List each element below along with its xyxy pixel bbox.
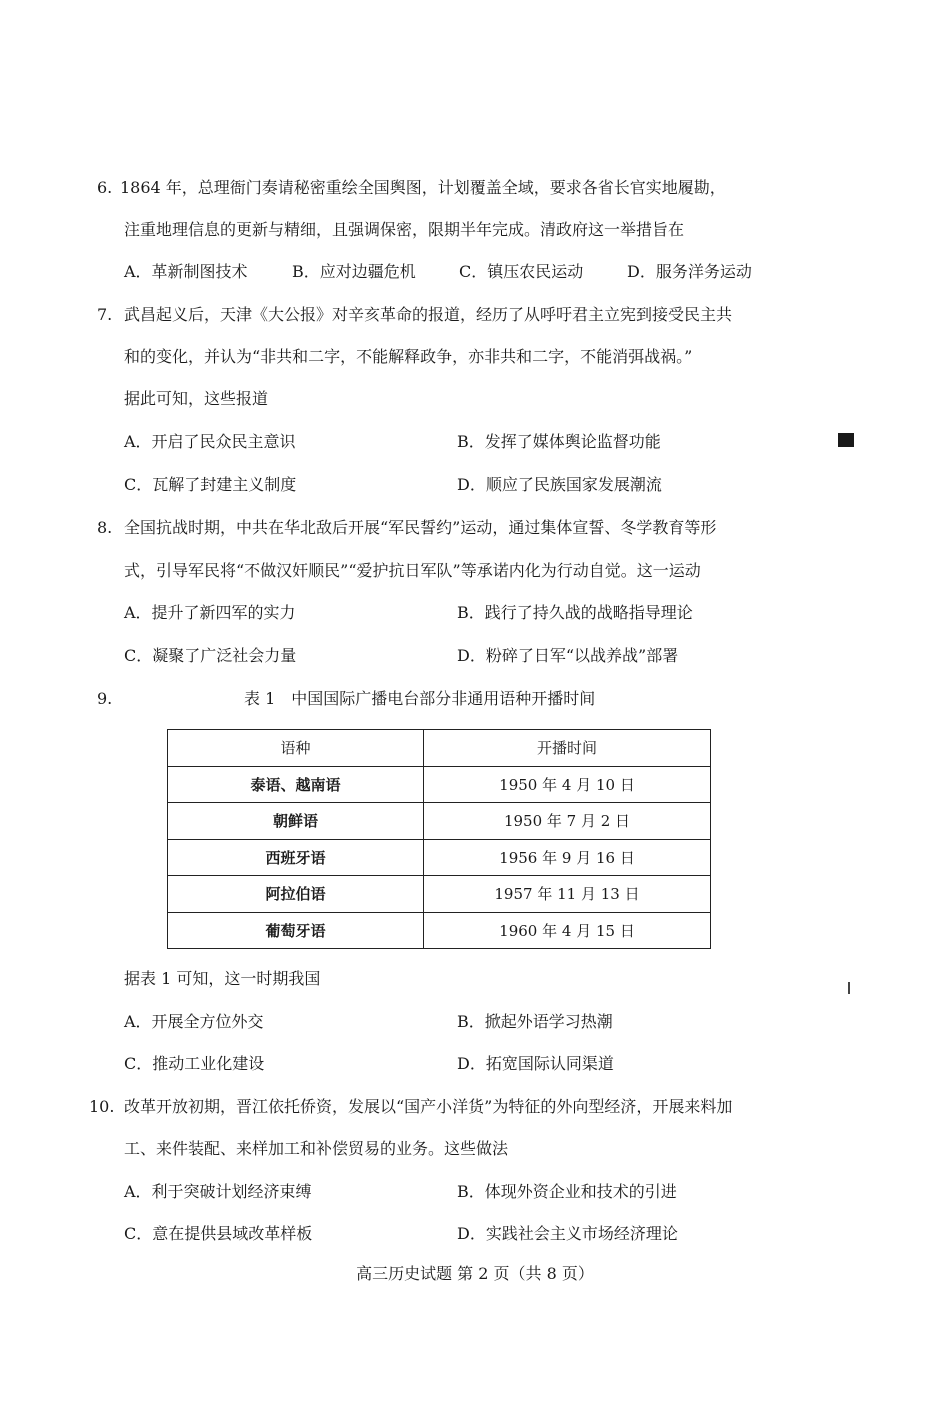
question-stem-line: 据此可知，这些报道 [124, 389, 269, 408]
option-b: B．体现外资企业和技术的引进 [457, 1182, 677, 1201]
option-b: B．应对边疆危机 [292, 262, 416, 281]
table-row [168, 766, 711, 803]
table-caption: 表 1 中国国际广播电台部分非通用语种开播时间 [244, 689, 596, 708]
option-a: A．革新制图技术 [124, 262, 248, 281]
question-stem-line: 据表 1 可知，这一时期我国 [124, 969, 321, 988]
table-cell-language: 西班牙语 [168, 839, 424, 876]
table-cell-language: 阿拉伯语 [168, 876, 424, 913]
question-stem-line: 式，引导军民将“不做汉奸顺民”“爱护抗日军队”等承诺内化为行动自觉。这一运动 [124, 561, 701, 580]
table-row [168, 803, 711, 840]
option-a: A．开展全方位外交 [124, 1012, 264, 1031]
question-stem-line: 注重地理信息的更新与精细，且强调保密，限期半年完成。清政府这一举措旨在 [124, 220, 685, 239]
question-stem-line: 1864 年，总理衙门奏请秘密重绘全国舆图，计划覆盖全域，要求各省长官实地履勘， [120, 178, 726, 197]
option-b: B．掀起外语学习热潮 [457, 1012, 613, 1031]
option-d: D．服务洋务运动 [627, 262, 752, 281]
table-cell-date: 1950 年 7 月 2 日 [424, 803, 711, 840]
table-cell-date: 1960 年 4 月 15 日 [424, 912, 711, 949]
option-b: B．践行了持久战的战略指导理论 [457, 603, 693, 622]
table-row [168, 839, 711, 876]
question-stem-line: 和的变化，并认为“非共和二字，不能解释政争，亦非共和二字，不能消弭战祸。” [124, 347, 693, 366]
table-cell-language: 葡萄牙语 [168, 912, 424, 949]
option-d: D．粉碎了日军“以战养战”部署 [457, 646, 679, 665]
table-cell-date: 1956 年 9 月 16 日 [424, 839, 711, 876]
option-c: C．意在提供县域改革样板 [124, 1224, 313, 1243]
question-number: 9. [97, 689, 113, 708]
question-number: 6. [97, 178, 113, 197]
table-header-cell: 开播时间 [424, 730, 711, 767]
option-c: C．镇压农民运动 [459, 262, 584, 281]
option-a: A．利于突破计划经济束缚 [124, 1182, 312, 1201]
option-c: C．推动工业化建设 [124, 1054, 265, 1073]
broadcast-table [167, 729, 711, 949]
table-cell-date: 1957 年 11 月 13 日 [424, 876, 711, 913]
table-cell-language: 泰语、越南语 [168, 766, 424, 803]
question-number: 7. [97, 305, 113, 324]
question-stem-line: 全国抗战时期，中共在华北敌后开展“军民誓约”运动，通过集体宣誓、冬学教育等形 [124, 518, 717, 537]
question-stem-line: 改革开放初期，晋江依托侨资，发展以“国产小洋货”为特征的外向型经济，开展来料加 [124, 1097, 733, 1116]
question-number: 8. [97, 518, 113, 537]
option-a: A．开启了民众民主意识 [124, 432, 296, 451]
question-stem-line: 工、来件装配、来样加工和补偿贸易的业务。这些做法 [124, 1139, 509, 1158]
question-stem-line: 武昌起义后，天津《大公报》对辛亥革命的报道，经历了从呼吁君主立宪到接受民主共 [124, 305, 733, 324]
question-number: 10. [89, 1097, 115, 1116]
option-d: D．实践社会主义市场经济理论 [457, 1224, 678, 1243]
scan-mark [848, 982, 850, 994]
page-footer: 高三历史试题 第 2 页（共 8 页） [356, 1264, 594, 1283]
table-row [168, 876, 711, 913]
table-header-row [168, 730, 711, 767]
table-cell-date: 1950 年 4 月 10 日 [424, 766, 711, 803]
option-b: B．发挥了媒体舆论监督功能 [457, 432, 661, 451]
table-cell-language: 朝鲜语 [168, 803, 424, 840]
table-row [168, 912, 711, 949]
option-d: D．拓宽国际认同渠道 [457, 1054, 614, 1073]
option-a: A．提升了新四军的实力 [124, 603, 296, 622]
option-c: C．瓦解了封建主义制度 [124, 475, 297, 494]
option-c: C．凝聚了广泛社会力量 [124, 646, 297, 665]
table-header-cell: 语种 [168, 730, 424, 767]
scan-mark [838, 433, 854, 447]
option-d: D．顺应了民族国家发展潮流 [457, 475, 662, 494]
